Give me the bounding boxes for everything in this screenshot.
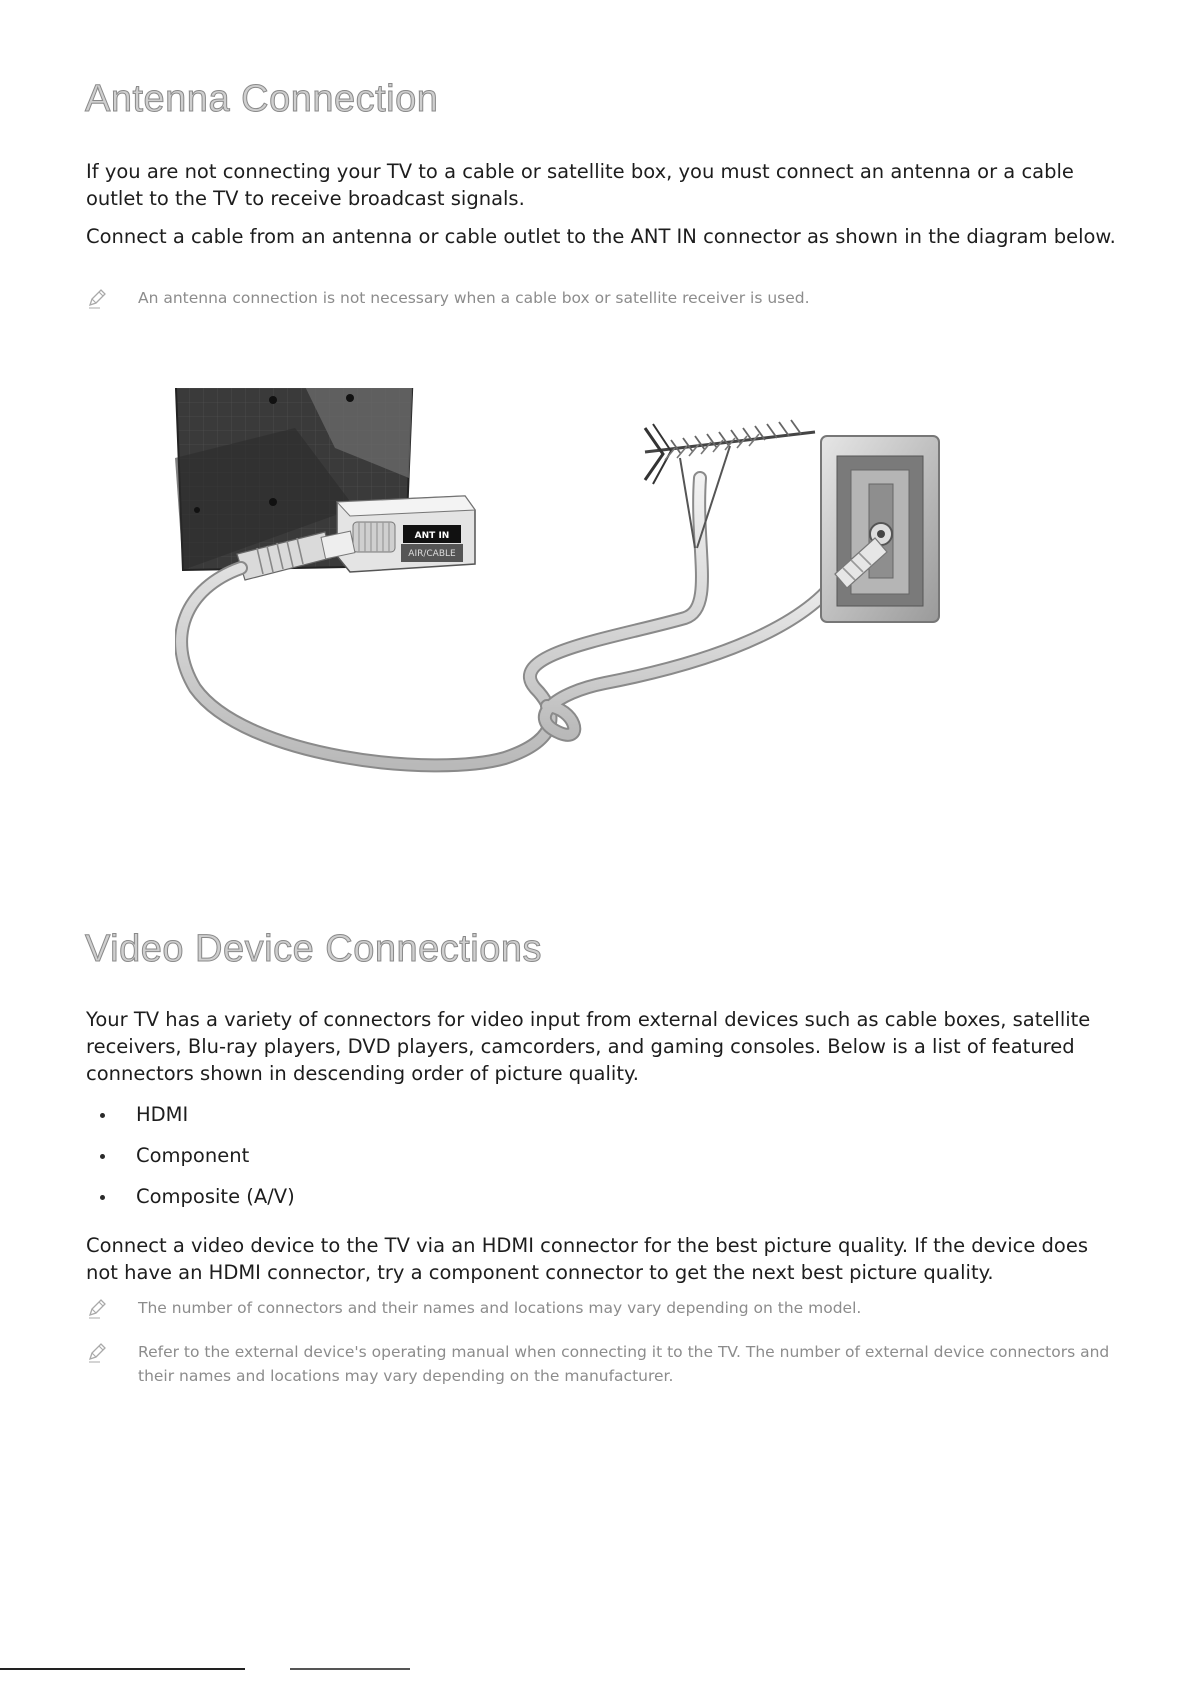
video-note-1-text: The number of connectors and their names and locations may vary depending on the model. xyxy=(138,1299,862,1317)
video-recommendation-paragraph: Connect a video device to the TV via an HDMI connector for the best picture quality. If the device does not have an HDMI connector, try a component connector to get the next best picture quality. xyxy=(86,1234,1089,1284)
ant-in-label: ANT IN xyxy=(414,531,450,541)
antenna-connection-diagram xyxy=(175,388,1020,848)
outdoor-antenna xyxy=(645,420,815,548)
list-item-label: HDMI xyxy=(136,1103,189,1126)
pencil-note-icon xyxy=(86,287,108,309)
pencil-note-icon xyxy=(86,1341,108,1363)
ant-in-port-box xyxy=(337,496,475,572)
bullet-dot xyxy=(100,1113,105,1118)
video-section-title: Video Device Connections xyxy=(85,928,543,970)
antenna-instruction-paragraph: Connect a cable from an antenna or cable outlet to the ANT IN connector as shown in the diagram below. xyxy=(86,225,1116,248)
pencil-note-icon xyxy=(86,1297,108,1319)
bullet-dot xyxy=(100,1195,105,1200)
video-note-2 xyxy=(86,1340,1126,1388)
antenna-note-text: An antenna connection is not necessary when a cable box or satellite receiver is used. xyxy=(138,289,810,307)
list-item-label: Composite (A/V) xyxy=(136,1185,295,1208)
antenna-intro-paragraph: If you are not connecting your TV to a cable or satellite box, you must connect an antenna or a cable outlet to the TV to receive broadcast signals. xyxy=(86,160,1074,210)
video-note-2-text: Refer to the external device's operating manual when connecting it to the TV. The number of external device connectors and their names and locations may vary depending on the manufacturer. xyxy=(138,1343,1110,1385)
footer-rule xyxy=(290,1668,410,1670)
antenna-note xyxy=(86,286,1126,310)
air-cable-label: AIR/CABLE xyxy=(408,549,456,559)
antenna-section-title: Antenna Connection xyxy=(85,78,439,120)
footer-rule xyxy=(0,1668,245,1670)
list-item-label: Component xyxy=(136,1144,250,1167)
bullet-dot xyxy=(100,1154,105,1159)
wall-cable-outlet xyxy=(821,436,939,622)
video-intro-paragraph: Your TV has a variety of connectors for video input from external devices such as cable boxes, satellite receivers, Blu-ray players, DVD players, camcorders, and gaming consoles. Below is a list of featured connectors shown in descending order of picture quality. xyxy=(86,1008,1091,1085)
video-note-1 xyxy=(86,1296,1126,1320)
